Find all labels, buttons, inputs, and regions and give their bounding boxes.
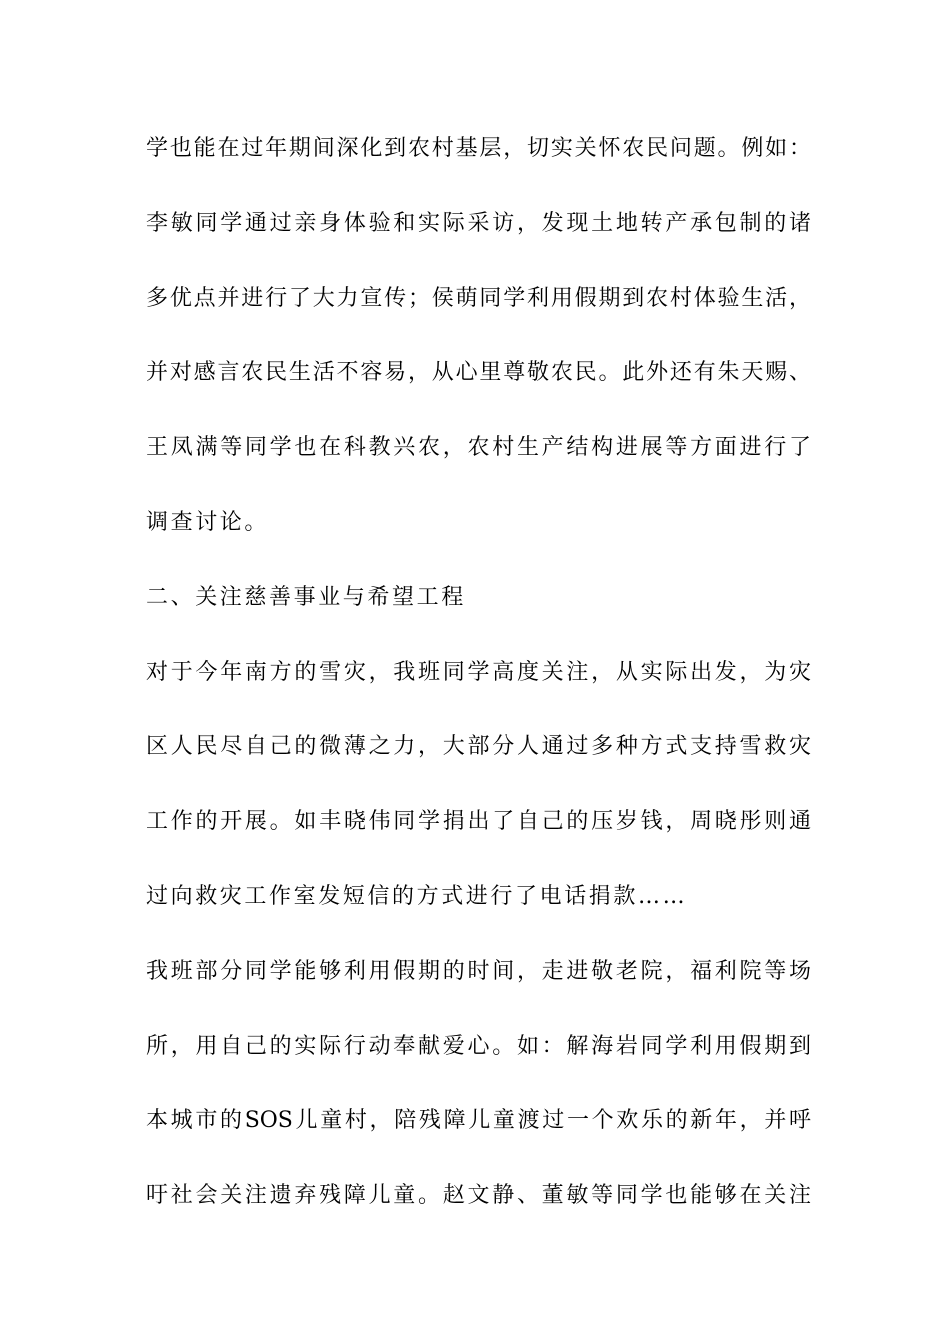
text-line: 多优点并进行了大力宣传；侯萌同学利用假期到农村体验生活， bbox=[146, 285, 811, 311]
text-line: 王凤满等同学也在科教兴农，农村生产结构进展等方面进行了 bbox=[146, 435, 811, 461]
text-line: 调查讨论。 bbox=[146, 509, 270, 535]
text-line: 区人民尽自己的微薄之力，大部分人通过多种方式支持雪救灾 bbox=[146, 734, 811, 760]
text-line: 本城市的SOS儿童村，陪残障儿童渡过一个欢乐的新年，并呼 bbox=[146, 1108, 811, 1134]
text-line: 我班部分同学能够利用假期的时间，走进敬老院，福利院等场 bbox=[146, 958, 811, 984]
text-line: 对于今年南方的雪灾，我班同学高度关注，从实际出发，为灾 bbox=[146, 659, 811, 685]
text-line: 学也能在过年期间深化到农村基层，切实关怀农民问题。例如： bbox=[146, 136, 811, 161]
text-line: 吁社会关注遗弃残障儿童。赵文静、董敏等同学也能够在关注 bbox=[146, 1183, 811, 1209]
text-line: 过向救灾工作室发短信的方式进行了电话捐款…… bbox=[146, 883, 688, 909]
section-heading: 二、关注慈善事业与希望工程 bbox=[146, 584, 466, 610]
text-line: 并对感言农民生活不容易，从心里尊敬农民。此外还有朱天赐、 bbox=[146, 360, 811, 386]
text-line: 李敏同学通过亲身体验和实际采访，发现土地转产承包制的诸 bbox=[146, 210, 811, 236]
text-line: 工作的开展。如丰晓伟同学捐出了自己的压岁钱，周晓彤则通 bbox=[146, 809, 811, 835]
text-line: 所，用自己的实际行动奉献爱心。如：解海岩同学利用假期到 bbox=[146, 1033, 811, 1059]
document-body bbox=[146, 123, 811, 1245]
